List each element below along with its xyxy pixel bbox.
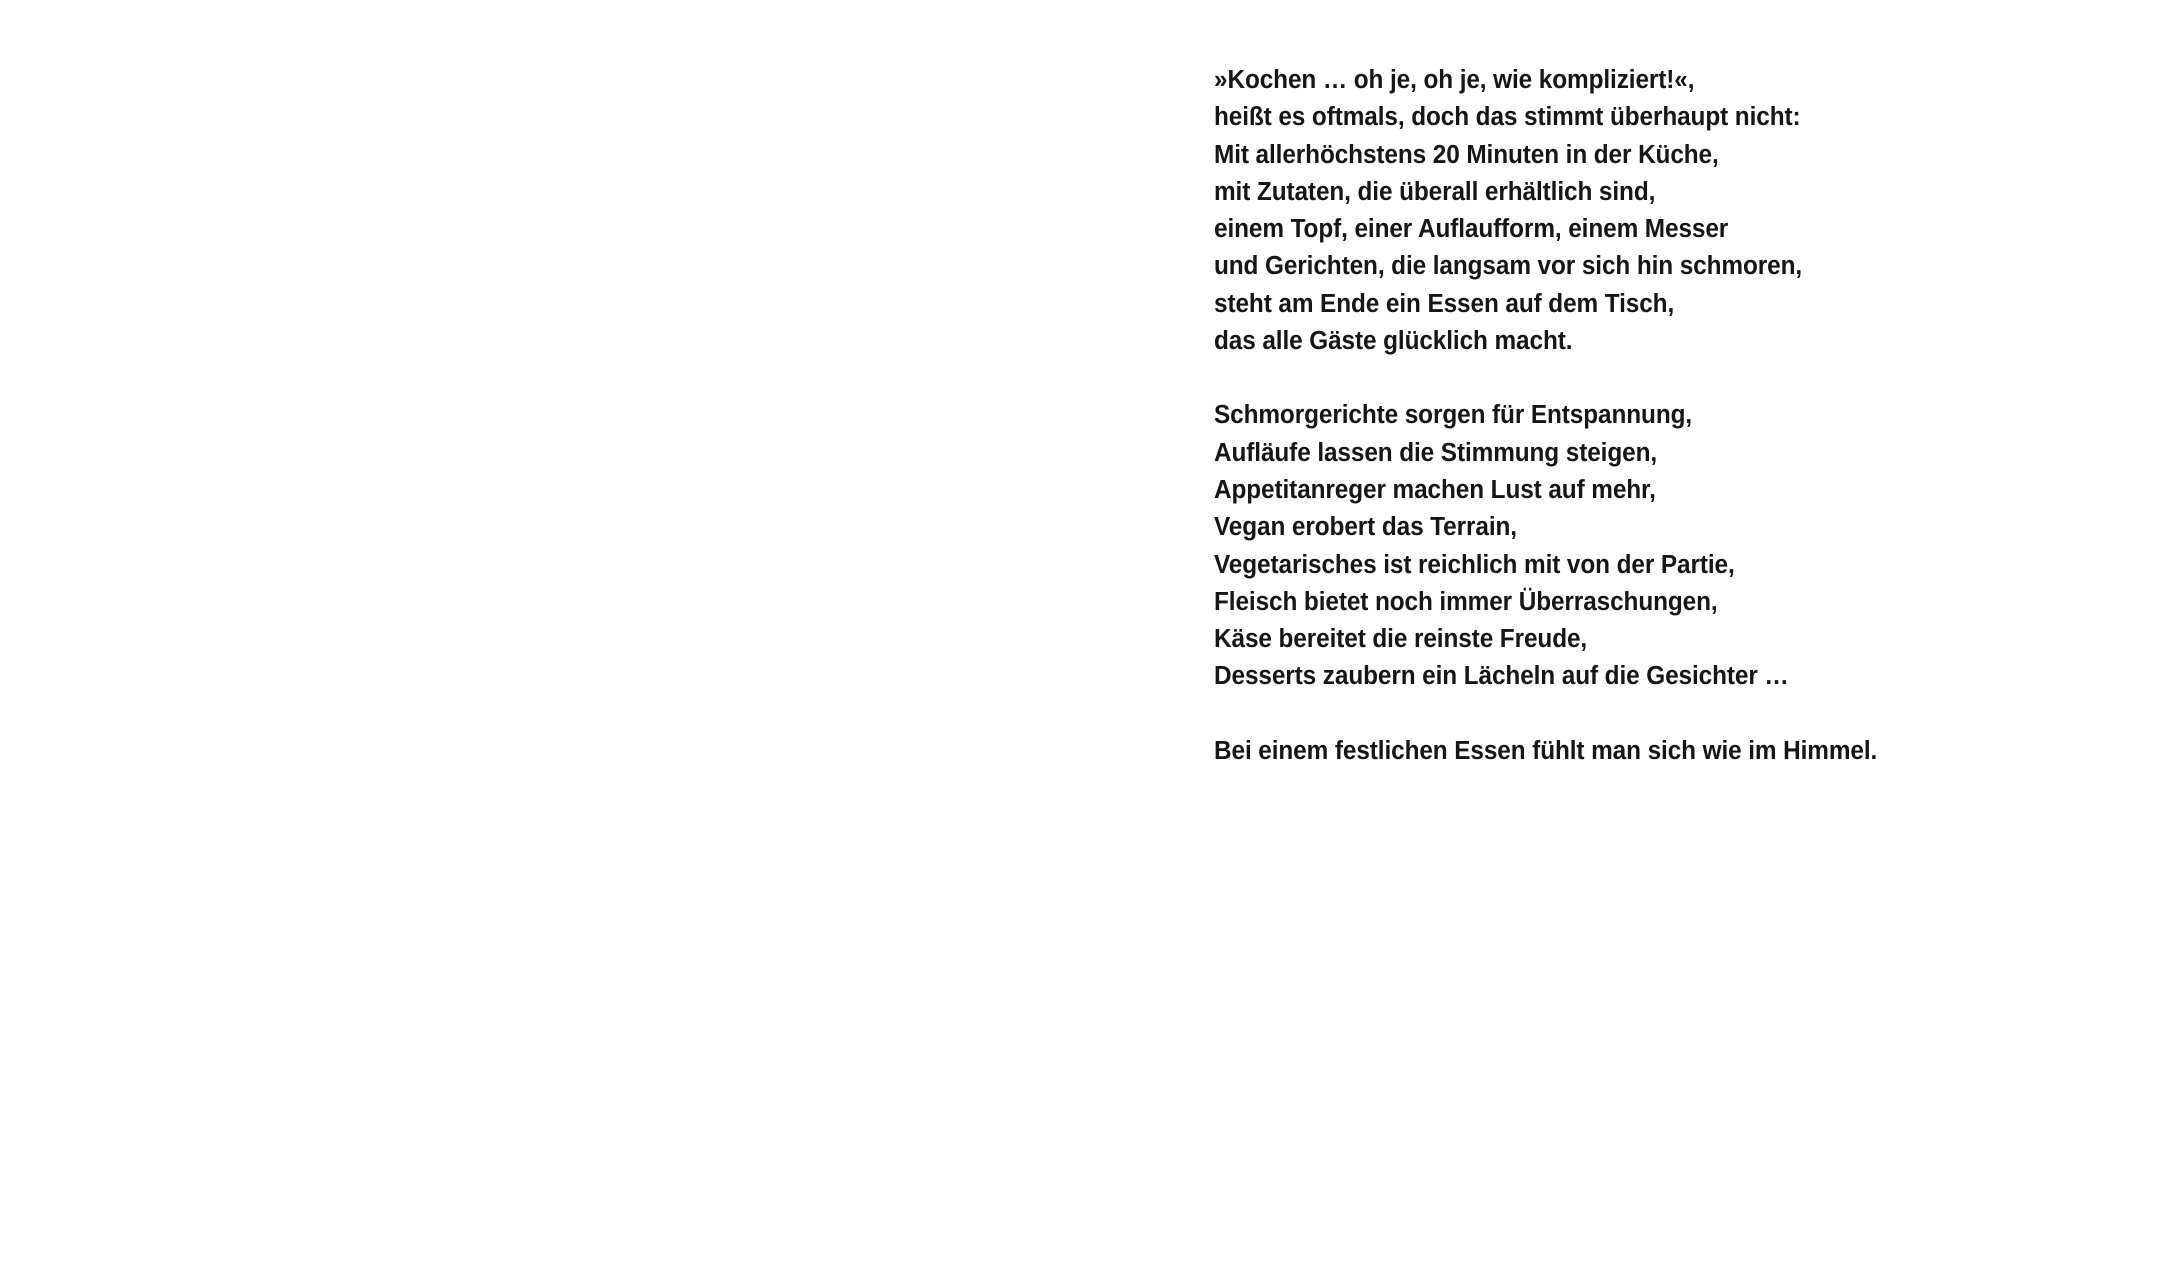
- poem-line: Appetitanreger machen Lust auf mehr,: [1214, 475, 1656, 504]
- poem-stanza: [1214, 62, 1974, 360]
- poem-line: »Kochen … oh je, oh je, wie kompliziert!«,: [1214, 66, 1695, 94]
- poem-line: Fleisch bietet noch immer Überraschungen,: [1214, 587, 1718, 616]
- poem-line: Desserts zaubern ein Lächeln auf die Gesichter …: [1214, 662, 1789, 691]
- poem-line: steht am Ende ein Essen auf dem Tisch,: [1214, 289, 1675, 318]
- poem-text-block: [1214, 62, 1974, 770]
- poem-line: Bei einem festlichen Essen fühlt man sich wie im Himmel.: [1214, 736, 1878, 765]
- poem-line: heißt es oftmals, doch das stimmt überhaupt nicht:: [1214, 103, 1801, 132]
- poem-line: Vegetarisches ist reichlich mit von der Partie,: [1214, 550, 1735, 579]
- poem-line: Vegan erobert das Terrain,: [1214, 513, 1517, 542]
- poem-line: Schmorgerichte sorgen für Entspannung,: [1214, 401, 1693, 430]
- poem-line: Käse bereitet die reinste Freude,: [1214, 625, 1588, 654]
- poem-line: und Gerichten, die langsam vor sich hin schmoren,: [1214, 252, 1803, 281]
- poem-line: mit Zutaten, die überall erhältlich sind,: [1214, 177, 1656, 206]
- poem-line: Mit allerhöchstens 20 Minuten in der Küche,: [1214, 140, 1719, 169]
- poem-line: Aufläufe lassen die Stimmung steigen,: [1214, 438, 1658, 467]
- poem-stanza: [1214, 733, 1974, 770]
- poem-line: das alle Gäste glücklich macht.: [1214, 327, 1573, 356]
- poem-stanza: [1214, 397, 1974, 695]
- poem-line: einem Topf, einer Auflaufform, einem Messer: [1214, 215, 1729, 244]
